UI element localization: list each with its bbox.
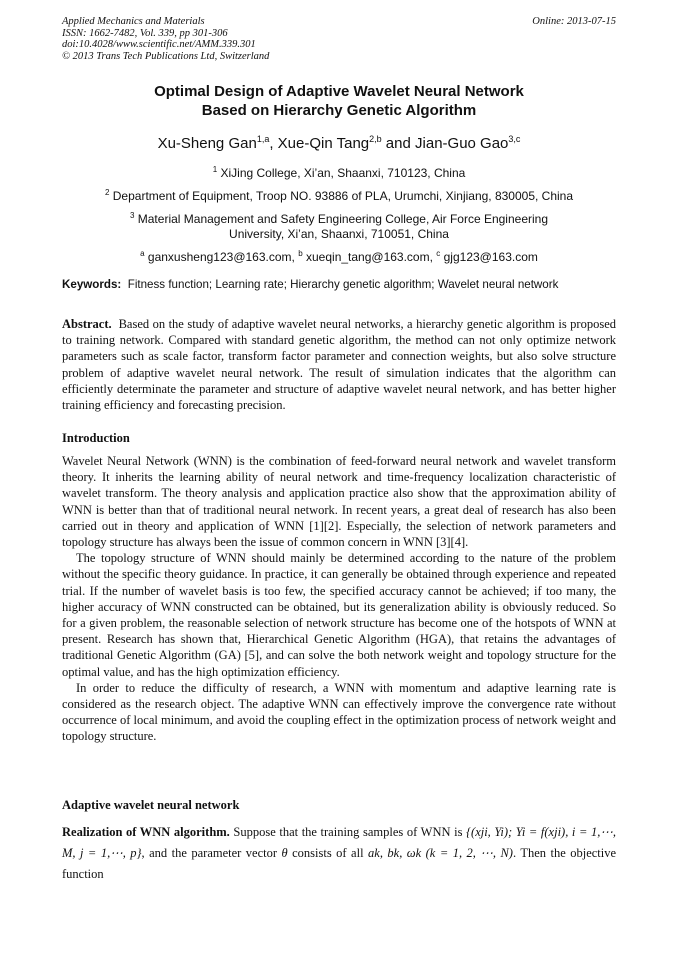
abstract: [62, 316, 616, 413]
section-heading-introduction: Introduction: [62, 431, 130, 445]
math-expression: ak, bk, ωk: [368, 846, 422, 860]
affiliation-text: Department of Equipment, Troop NO. 93886 of PLA, Urumchi, Xinjiang, 830005, China: [112, 189, 574, 203]
title-line-1: Optimal Design of Adaptive Wavelet Neural Network: [154, 83, 524, 100]
affiliation-text: Material Management and Safety Engineering College, Air Force Engineering: [137, 212, 549, 226]
affiliations: [0, 163, 678, 264]
introduction-body: [62, 453, 616, 745]
affiliation-text: XiJing College, Xi’an, Shaanxi, 710123, China: [220, 166, 466, 180]
title-line-2: Based on Hierarchy Genetic Algorithm: [201, 102, 477, 119]
online-date: Online: 2013-07-15: [532, 16, 616, 27]
email-sup: c: [436, 248, 441, 258]
keywords: [62, 278, 616, 292]
copyright-line: © 2013 Trans Tech Publications Ltd, Switzerland: [62, 50, 270, 62]
journal-name: Applied Mechanics and Materials: [62, 16, 205, 27]
abstract-label: Abstract.: [62, 317, 112, 331]
keywords-text: Fitness function; Learning rate; Hierarchy genetic algorithm; Wavelet neural network: [127, 278, 559, 291]
affiliation-sup: 3: [129, 211, 135, 220]
author-name: Xu-Sheng Gan: [157, 135, 257, 152]
realization-paragraph: [62, 822, 616, 885]
affiliation-sup: 1: [212, 165, 218, 174]
email-sup: b: [298, 248, 303, 258]
author-sup: 3,c: [508, 134, 521, 144]
journal-header: [62, 16, 616, 62]
affiliation-3: [0, 209, 678, 241]
keywords-label: Keywords:: [62, 278, 122, 291]
email-line: [0, 247, 678, 265]
author-list: [0, 130, 678, 153]
affiliation-text-line2: University, Xi’an, Shaanxi, 710051, China: [229, 226, 449, 241]
author-sep: ,: [269, 135, 278, 152]
body-text: . Then the objective function: [62, 846, 617, 881]
author-sep: and: [381, 135, 416, 152]
issn-line: ISSN: 1662-7482, Vol. 339, pp 301-306: [62, 27, 228, 39]
author-sup: 2,b: [369, 134, 382, 144]
email-address: gjg123@163.com: [443, 249, 538, 264]
abstract-text: Based on the study of adaptive wavelet neural networks, a hierarchy genetic algorithm is proposed to training network. Compared with standard genetic algorithm, the method can not only optimize network parameters such as scale factor, transform factor parameter and connection weights, but also solve structure problem of adaptive wavelet neural network. The result of simulation indicates that the algorithm can efficiently determinate the parameter and structure of adaptive wavelet neural network, and has better higher training efficiency and forecasting precision.: [62, 317, 617, 413]
math-expression: {(xji, Yi); Yi = f(xji), i = 1,⋯, M, j = 1,⋯, p}: [62, 825, 617, 860]
author-sup: 1,a: [256, 134, 270, 144]
affiliation-sup: 2: [104, 188, 110, 197]
email-address: xueqin_tang@163.com,: [306, 249, 433, 264]
author-name: Jian-Guo Gao: [415, 135, 509, 152]
body-text: , and the parameter vector: [141, 846, 278, 860]
email-sup: a: [140, 248, 145, 258]
affiliation-1: [0, 163, 678, 181]
paragraph: Wavelet Neural Network (WNN) is the combination of feed-forward neural network and wavelet transform theory. It inherits the learning ability of neural network and time-frequency localization characteristic of wavelet transform. The theory analysis and application practice also show that the approximation ability of WNN is better than that of traditional neural network. In recent years, a great deal of research has also been carried out in theory and application of WNN [1][2]. Especially, the selection of network parameters and topology structure has always been the issue of common concern in WNN [3][4].: [62, 454, 616, 550]
paper-title: [0, 82, 678, 120]
section-heading-adaptive-wnn: Adaptive wavelet neural network: [62, 798, 240, 812]
body-text: Suppose that the training samples of WNN is: [233, 825, 463, 839]
body-text: consists of all: [292, 846, 364, 860]
author-name: Xue-Qin Tang: [277, 135, 370, 152]
subsection-label: Realization of WNN algorithm.: [62, 825, 230, 839]
paragraph: In order to reduce the difficulty of research, a WNN with momentum and adaptive learning rate is considered as the research object. The adaptive WNN can effectively improve the convergence rate without occurrence of local minimum, and avoid the coupling effect in the optimization process of network weight and topology structure.: [62, 680, 616, 744]
paragraph: The topology structure of WNN should mainly be determined according to the nature of the problem without the specific theory guidance. In practice, it can generally be obtained through experience and repeated trial. If the number of wavelet basis is too few, the specified accuracy cannot be achieved; if too many, the higher accuracy of WNN constructed can be obtained, but its generalization ability is obviously reduced. So for a given problem, the reasonable selection of network structure has become one of the hotspots of WNN at present. Research has shown that, Hierarchical Genetic Algorithm (HGA), that retains the advantages of traditional Genetic Algorithm (GA) [5], and can solve the both network weight and topology structure for the optimal value, and has the high optimization efficiency.: [62, 551, 616, 679]
affiliation-2: [0, 186, 678, 204]
math-expression: (k = 1, 2, ⋯, N): [425, 846, 513, 860]
email-address: ganxusheng123@163.com,: [147, 249, 295, 264]
math-symbol: θ: [281, 846, 288, 860]
doi-line: doi:10.4028/www.scientific.net/AMM.339.301: [62, 39, 256, 51]
